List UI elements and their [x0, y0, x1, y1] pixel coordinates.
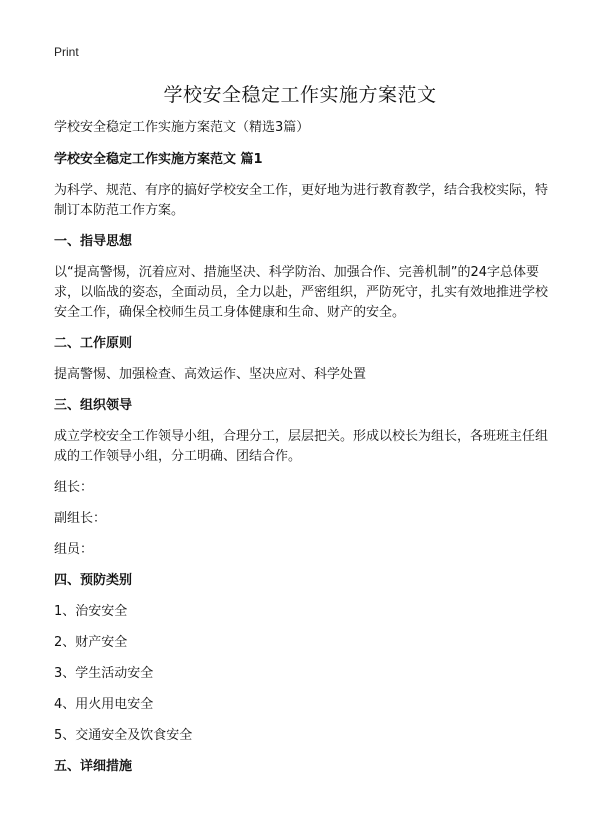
member-label: 组员：	[54, 542, 94, 557]
list-item: 4、用火用电安全	[54, 697, 154, 712]
document-subtitle: 学校安全稳定工作实施方案范文（精选3篇）	[54, 120, 310, 135]
intro-paragraph: 为科学、规范、有序的搞好学校安全工作，更好地为进行教育教学，结合我校实际，特制订本防范工作方案。	[54, 183, 549, 218]
list-item: 2、财产安全	[54, 635, 128, 650]
list-item: 1、治安安全	[54, 604, 128, 619]
section-heading-organization: 三、组织领导	[54, 398, 133, 413]
list-item: 3、学生活动安全	[54, 666, 154, 681]
section-heading-guiding-ideology: 一、指导思想	[54, 234, 133, 249]
work-principles-paragraph: 提高警惕、加强检查、高效运作、坚决应对、科学处置	[54, 367, 367, 382]
leader-label: 组长：	[54, 480, 94, 495]
section-heading-detailed-measures: 五、详细措施	[54, 759, 133, 774]
print-link[interactable]: Print	[54, 45, 79, 59]
section-heading-prevention-categories: 四、预防类别	[54, 573, 133, 588]
section-heading-work-principles: 二、工作原则	[54, 336, 133, 351]
guiding-ideology-paragraph: 以“提高警惕，沉着应对、措施坚决、科学防治、加强合作、完善机制”的24字总体要求，以临战的姿态，全面动员，全力以赴，严密组织，严防死守，扎实有效地推进学校安全工作，确保全校师生员工身体健康和生命、财产的安全。	[54, 265, 549, 320]
document-title: 学校安全稳定工作实施方案范文	[163, 84, 437, 106]
organization-paragraph: 成立学校安全工作领导小组，合理分工，层层把关。形成以校长为组长，各班班主任组成的工作领导小组，分工明确、团结合作。	[54, 429, 549, 464]
deputy-leader-label: 副组长：	[54, 511, 107, 526]
list-item: 5、交通安全及饮食安全	[54, 728, 193, 743]
document-body	[54, 118, 554, 788]
article-heading: 学校安全稳定工作实施方案范文 篇1	[54, 152, 263, 167]
